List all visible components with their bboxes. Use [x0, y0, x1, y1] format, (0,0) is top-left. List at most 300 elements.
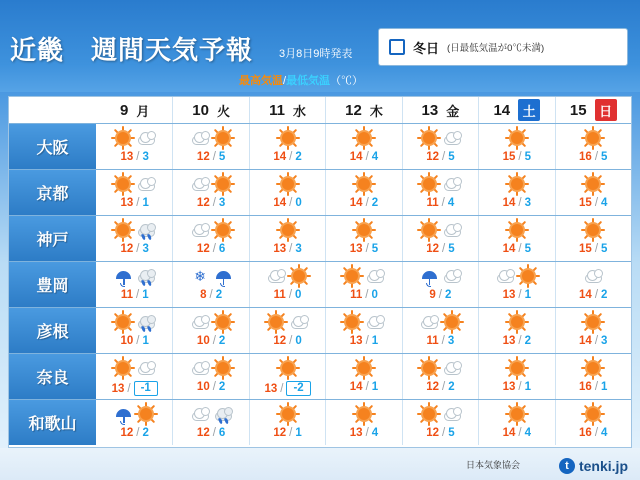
low-temp: 2	[295, 151, 302, 163]
winter-day-note: (日最低気温が0℃未満)	[447, 43, 545, 54]
forecast-cell	[556, 262, 631, 307]
page-title: 近畿 週間天気予報	[10, 35, 254, 65]
high-temp: 11	[350, 289, 363, 301]
weather-icon-group	[582, 355, 604, 381]
temp-separator: /	[136, 197, 140, 209]
temp-separator: /	[289, 151, 293, 163]
temperature-pair	[350, 289, 378, 301]
temperature-pair	[273, 243, 301, 255]
weather-icon-group	[189, 401, 234, 427]
forecast-cell	[173, 170, 249, 215]
weather-icon-group	[189, 263, 234, 289]
low-temp: 5	[524, 243, 532, 255]
temperature-pair	[426, 381, 454, 393]
temp-separator: /	[518, 335, 522, 347]
sun-icon	[112, 127, 134, 149]
forecast-cell	[556, 308, 631, 353]
low-temp: 4	[371, 151, 379, 163]
temperature-pair	[197, 381, 225, 393]
day-header-13	[403, 97, 479, 123]
forecast-cell	[403, 354, 479, 399]
forecast-cell	[479, 262, 555, 307]
weather-icon-group	[265, 263, 310, 289]
city-label[interactable]: 奈良	[9, 354, 97, 399]
low-temp: 2	[215, 289, 223, 301]
cloud-icon	[189, 127, 211, 149]
weather-icon-group	[277, 217, 299, 243]
forecast-cell	[250, 400, 326, 445]
city-label[interactable]: 豊岡	[9, 262, 97, 307]
sun-icon	[506, 219, 528, 241]
cloud-icon	[135, 357, 157, 379]
winter-day-toggle[interactable]	[378, 28, 628, 66]
sun-icon	[112, 219, 134, 241]
temperature-pair	[197, 197, 225, 209]
temp-separator: /	[594, 427, 599, 439]
forecast-cell	[173, 124, 249, 169]
temp-separator: /	[136, 243, 140, 255]
temp-separator: /	[135, 289, 140, 301]
forecast-cell	[556, 124, 631, 169]
temperature-pair	[121, 427, 149, 439]
high-temp: 15	[502, 151, 516, 163]
temp-separator: /	[127, 382, 131, 395]
day-number: 10	[192, 101, 209, 119]
temperature-pair	[197, 151, 225, 163]
sun-icon	[506, 311, 528, 333]
temp-separator: /	[365, 197, 369, 209]
high-temp: 10	[196, 335, 210, 347]
weather-icon-group	[353, 217, 375, 243]
sun-icon	[277, 403, 299, 425]
weather-icon-group	[506, 171, 528, 197]
weather-icon-group	[112, 125, 157, 151]
city-label[interactable]: 京都	[9, 170, 97, 215]
sun-icon	[112, 357, 134, 379]
temp-separator: /	[289, 335, 293, 347]
low-temp: 5	[448, 427, 455, 439]
low-temp: 5	[218, 151, 226, 163]
snow-icon: ❄	[194, 268, 206, 284]
weather-icon-group	[582, 217, 604, 243]
high-temp: 14	[579, 335, 592, 347]
temperature-legend	[239, 72, 363, 88]
temperature-pair	[350, 151, 378, 163]
temp-separator: /	[441, 335, 445, 347]
sun-icon	[277, 219, 299, 241]
weather-icon-group	[494, 263, 539, 289]
temperature-pair	[350, 427, 378, 439]
high-temp: 12	[426, 151, 439, 163]
sun-icon	[341, 265, 363, 287]
high-temp: 13	[349, 427, 363, 439]
high-temp: 14	[502, 243, 516, 255]
high-temp: 14	[273, 197, 287, 209]
forecast-cell	[403, 124, 479, 169]
sun-icon	[582, 127, 604, 149]
high-temp: 13	[502, 381, 516, 393]
temp-separator: /	[518, 243, 522, 255]
temp-separator: /	[594, 197, 599, 209]
temp-separator: /	[441, 197, 445, 209]
forecast-cell	[326, 308, 402, 353]
sun-icon	[112, 311, 134, 333]
sun-icon	[341, 311, 363, 333]
forecast-cell	[250, 170, 326, 215]
temperature-pair	[579, 381, 607, 393]
day-weekday: 木	[369, 103, 383, 119]
high-temp: 15	[579, 197, 592, 209]
forecast-cell	[326, 354, 402, 399]
low-temp: 3	[601, 335, 608, 347]
temperature-pair	[579, 335, 607, 347]
high-temp: 16	[579, 427, 592, 439]
high-temp: 13	[273, 243, 287, 255]
corner-cell	[9, 97, 97, 123]
low-temp: 1	[601, 381, 608, 393]
day-header-12	[326, 97, 402, 123]
temp-separator: /	[518, 197, 522, 209]
temperature-pair	[350, 381, 378, 393]
temperature-pair	[579, 289, 607, 301]
forecast-cell	[403, 216, 479, 261]
forecast-cell	[173, 354, 249, 399]
high-temp: 12	[120, 243, 134, 255]
low-temp: 6	[218, 427, 226, 439]
forecast-cell	[479, 308, 555, 353]
temp-separator: /	[289, 197, 293, 209]
high-temp: 11	[426, 335, 439, 347]
brand-logo[interactable]	[559, 458, 628, 474]
temperature-pair	[579, 197, 607, 209]
high-temp: 14	[502, 427, 516, 439]
temp-separator: /	[518, 427, 522, 439]
forecast-cell	[556, 216, 631, 261]
temp-separator: /	[365, 335, 369, 347]
temp-separator: /	[136, 335, 140, 347]
high-temp: 12	[273, 335, 287, 347]
weather-icon-group	[112, 355, 157, 381]
low-temp: 4	[371, 427, 379, 439]
high-temp: 10	[120, 335, 134, 347]
low-temp: 5	[601, 151, 608, 163]
temp-separator: /	[136, 151, 140, 163]
temp-separator: /	[136, 427, 140, 439]
table-row	[9, 353, 631, 399]
temperature-pair	[427, 335, 455, 347]
weather-icon-group	[341, 309, 386, 335]
high-temp: 13	[120, 197, 134, 209]
weather-icon-group	[418, 125, 463, 151]
day-weekday: 日	[595, 99, 617, 121]
day-header-10	[173, 97, 249, 123]
low-temp: 3	[142, 243, 149, 255]
temperature-pair	[121, 335, 149, 347]
day-weekday: 月	[136, 103, 150, 119]
temp-separator: /	[365, 243, 369, 255]
checkbox-icon[interactable]	[389, 39, 405, 55]
temp-separator: /	[441, 151, 446, 163]
day-number: 15	[569, 101, 587, 119]
forecast-cell	[250, 262, 326, 307]
day-number: 11	[269, 101, 285, 119]
high-temp: 13	[502, 289, 516, 301]
temperature-pair	[350, 197, 378, 209]
forecast-cell	[326, 262, 402, 307]
city-label[interactable]: 彦根	[9, 308, 97, 353]
weather-icon-group	[506, 217, 528, 243]
cloud-icon	[364, 265, 386, 287]
sun-icon	[582, 403, 604, 425]
table-header-row	[9, 97, 631, 123]
temperature-pair	[350, 243, 378, 255]
forecast-cell	[97, 308, 173, 353]
high-temp: 12	[196, 243, 210, 255]
temp-separator: /	[365, 151, 369, 163]
low-temp: 2	[142, 427, 149, 439]
forecast-cell	[97, 354, 173, 399]
temperature-pair	[579, 427, 607, 439]
raindrop-icon	[135, 265, 157, 287]
low-temp: 1	[295, 427, 302, 439]
high-temp: 13	[502, 335, 516, 347]
low-temp: 2	[524, 335, 532, 347]
forecast-cell	[250, 354, 326, 399]
temperature-pair	[273, 197, 301, 209]
weather-icon-group	[582, 125, 604, 151]
temp-separator: /	[441, 243, 446, 255]
low-temp: 1	[142, 335, 149, 347]
low-temp: 2	[371, 197, 379, 209]
cloud-icon	[135, 173, 157, 195]
weather-icon-group	[418, 355, 463, 381]
forecast-cell	[250, 308, 326, 353]
cloud-icon	[189, 311, 211, 333]
day-weekday: 火	[216, 103, 230, 119]
weather-icon-group	[277, 171, 299, 197]
forecast-cell	[479, 216, 555, 261]
sun-icon	[353, 357, 375, 379]
sun-icon	[212, 219, 234, 241]
high-temp: 12	[273, 427, 287, 439]
low-temp: 1	[524, 381, 532, 393]
temp-separator: /	[212, 381, 216, 393]
sun-icon	[441, 311, 463, 333]
day-header-14	[479, 97, 555, 123]
low-temp: 3	[218, 197, 226, 209]
temperature-pair	[503, 243, 531, 255]
high-temp: 13	[120, 151, 134, 163]
temperature-pair	[273, 335, 301, 347]
high-temp: 15	[579, 243, 592, 255]
day-number: 12	[345, 101, 362, 119]
cloud-icon	[441, 219, 463, 241]
forecast-table	[8, 96, 632, 448]
forecast-cell	[479, 354, 555, 399]
forecast-cell	[173, 308, 249, 353]
raindrop-icon	[135, 311, 157, 333]
temperature-pair	[503, 427, 531, 439]
sun-icon	[517, 265, 539, 287]
temperature-pair	[197, 243, 225, 255]
high-temp: 14	[349, 381, 363, 393]
forecast-cell	[97, 400, 173, 445]
high-temp: 12	[196, 151, 210, 163]
city-label[interactable]: 神戸	[9, 216, 97, 261]
cloud-icon	[441, 403, 463, 425]
high-temp: 13	[111, 382, 125, 395]
temp-separator: /	[518, 381, 522, 393]
sun-icon	[353, 127, 375, 149]
temperature-pair	[426, 243, 454, 255]
sun-icon	[418, 403, 440, 425]
weather-icon-group	[582, 263, 604, 289]
low-temp: 1	[524, 289, 532, 301]
weather-icon-group	[353, 355, 375, 381]
low-temp-winter-day: -1	[134, 381, 158, 396]
weather-icon-group	[582, 401, 604, 427]
umbrella-icon	[212, 265, 234, 287]
table-row	[9, 123, 631, 169]
weather-icon-group	[189, 171, 234, 197]
temp-separator: /	[518, 289, 522, 301]
temperature-pair	[503, 197, 531, 209]
forecast-cell	[97, 216, 173, 261]
issued-time: 3月8日9時発表	[279, 48, 353, 60]
high-temp: 12	[426, 427, 439, 439]
cloud-icon	[189, 357, 211, 379]
sun-icon	[212, 357, 234, 379]
weather-icon-group	[582, 171, 604, 197]
cloud-icon	[418, 311, 440, 333]
low-temp: 2	[445, 289, 452, 301]
high-temp: 13	[349, 335, 363, 347]
temperature-pair	[503, 151, 531, 163]
sun-icon	[582, 219, 604, 241]
sun-icon	[582, 173, 604, 195]
umbrella-icon	[418, 265, 440, 287]
temp-separator: /	[212, 427, 216, 439]
forecast-cell	[97, 170, 173, 215]
low-temp: 5	[601, 243, 608, 255]
cloud-icon	[441, 265, 463, 287]
weather-icon-group	[112, 171, 157, 197]
weather-icon-group	[418, 217, 463, 243]
temp-separator: /	[212, 243, 216, 255]
cloud-icon	[582, 265, 604, 287]
temp-separator: /	[212, 151, 216, 163]
cloud-icon	[441, 357, 463, 379]
forecast-cell	[403, 308, 479, 353]
day-header-11	[250, 97, 326, 123]
high-temp: 12	[196, 427, 210, 439]
sun-icon	[353, 173, 375, 195]
temperature-pair	[273, 151, 301, 163]
weather-icon-group	[265, 309, 310, 335]
temp-separator: /	[438, 289, 442, 301]
umbrella-icon	[112, 403, 134, 425]
high-temp: 13	[349, 243, 363, 255]
cloud-icon	[441, 173, 463, 195]
weather-icon-group	[418, 309, 463, 335]
high-temp: 9	[429, 289, 436, 301]
weather-icon-group	[353, 125, 375, 151]
day-weekday: 金	[446, 103, 460, 119]
sun-icon	[418, 357, 440, 379]
low-temp: 2	[218, 381, 226, 393]
temperature-pair	[503, 381, 531, 393]
high-temp: 14	[349, 151, 363, 163]
temperature-pair	[350, 335, 378, 347]
temperature-pair	[112, 381, 158, 396]
cloud-icon	[189, 403, 211, 425]
high-temp: 16	[579, 381, 592, 393]
temperature-pair	[121, 289, 149, 301]
forecast-cell	[556, 400, 631, 445]
temp-separator: /	[212, 197, 216, 209]
high-temp: 12	[426, 243, 439, 255]
forecast-cell	[250, 216, 326, 261]
legend-unit: （℃）	[330, 75, 364, 87]
day-number: 14	[493, 101, 511, 119]
sun-icon	[277, 173, 299, 195]
weather-icon-group	[506, 355, 528, 381]
sun-icon	[277, 127, 299, 149]
high-temp: 11	[426, 197, 439, 209]
low-temp: 4	[601, 427, 608, 439]
temperature-pair	[503, 289, 531, 301]
temperature-pair	[121, 243, 149, 255]
forecast-cell	[403, 170, 479, 215]
sun-icon	[265, 311, 287, 333]
temp-separator: /	[280, 382, 284, 395]
weather-icon-group	[277, 355, 299, 381]
temperature-pair	[579, 151, 607, 163]
temp-separator: /	[594, 381, 599, 393]
weather-icon-group	[189, 355, 234, 381]
sun-icon	[212, 173, 234, 195]
city-label[interactable]: 大阪	[9, 124, 97, 169]
sun-icon	[212, 127, 234, 149]
sun-icon	[112, 173, 134, 195]
temperature-pair	[200, 289, 222, 301]
weather-icon-group	[112, 217, 157, 243]
temperature-pair	[273, 427, 301, 439]
weather-icon-group	[189, 217, 234, 243]
legend-high-label: 最高気温	[239, 75, 283, 87]
cloud-icon	[364, 311, 386, 333]
forecast-cell	[173, 216, 249, 261]
high-temp: 12	[196, 197, 210, 209]
weather-icon-group	[506, 401, 528, 427]
sun-icon	[582, 357, 604, 379]
low-temp: 2	[448, 381, 455, 393]
high-temp: 16	[579, 151, 592, 163]
low-temp: 5	[448, 243, 455, 255]
sun-icon	[506, 173, 528, 195]
weather-icon-group	[112, 309, 157, 335]
temp-separator: /	[365, 427, 369, 439]
temperature-pair	[264, 381, 310, 396]
temperature-pair	[579, 243, 607, 255]
low-temp: 5	[371, 243, 379, 255]
sun-icon	[506, 357, 528, 379]
low-temp: 1	[142, 289, 149, 301]
low-temp: 1	[142, 197, 149, 209]
low-temp: 3	[142, 151, 149, 163]
city-label[interactable]: 和歌山	[9, 400, 97, 445]
day-number: 13	[421, 101, 439, 119]
